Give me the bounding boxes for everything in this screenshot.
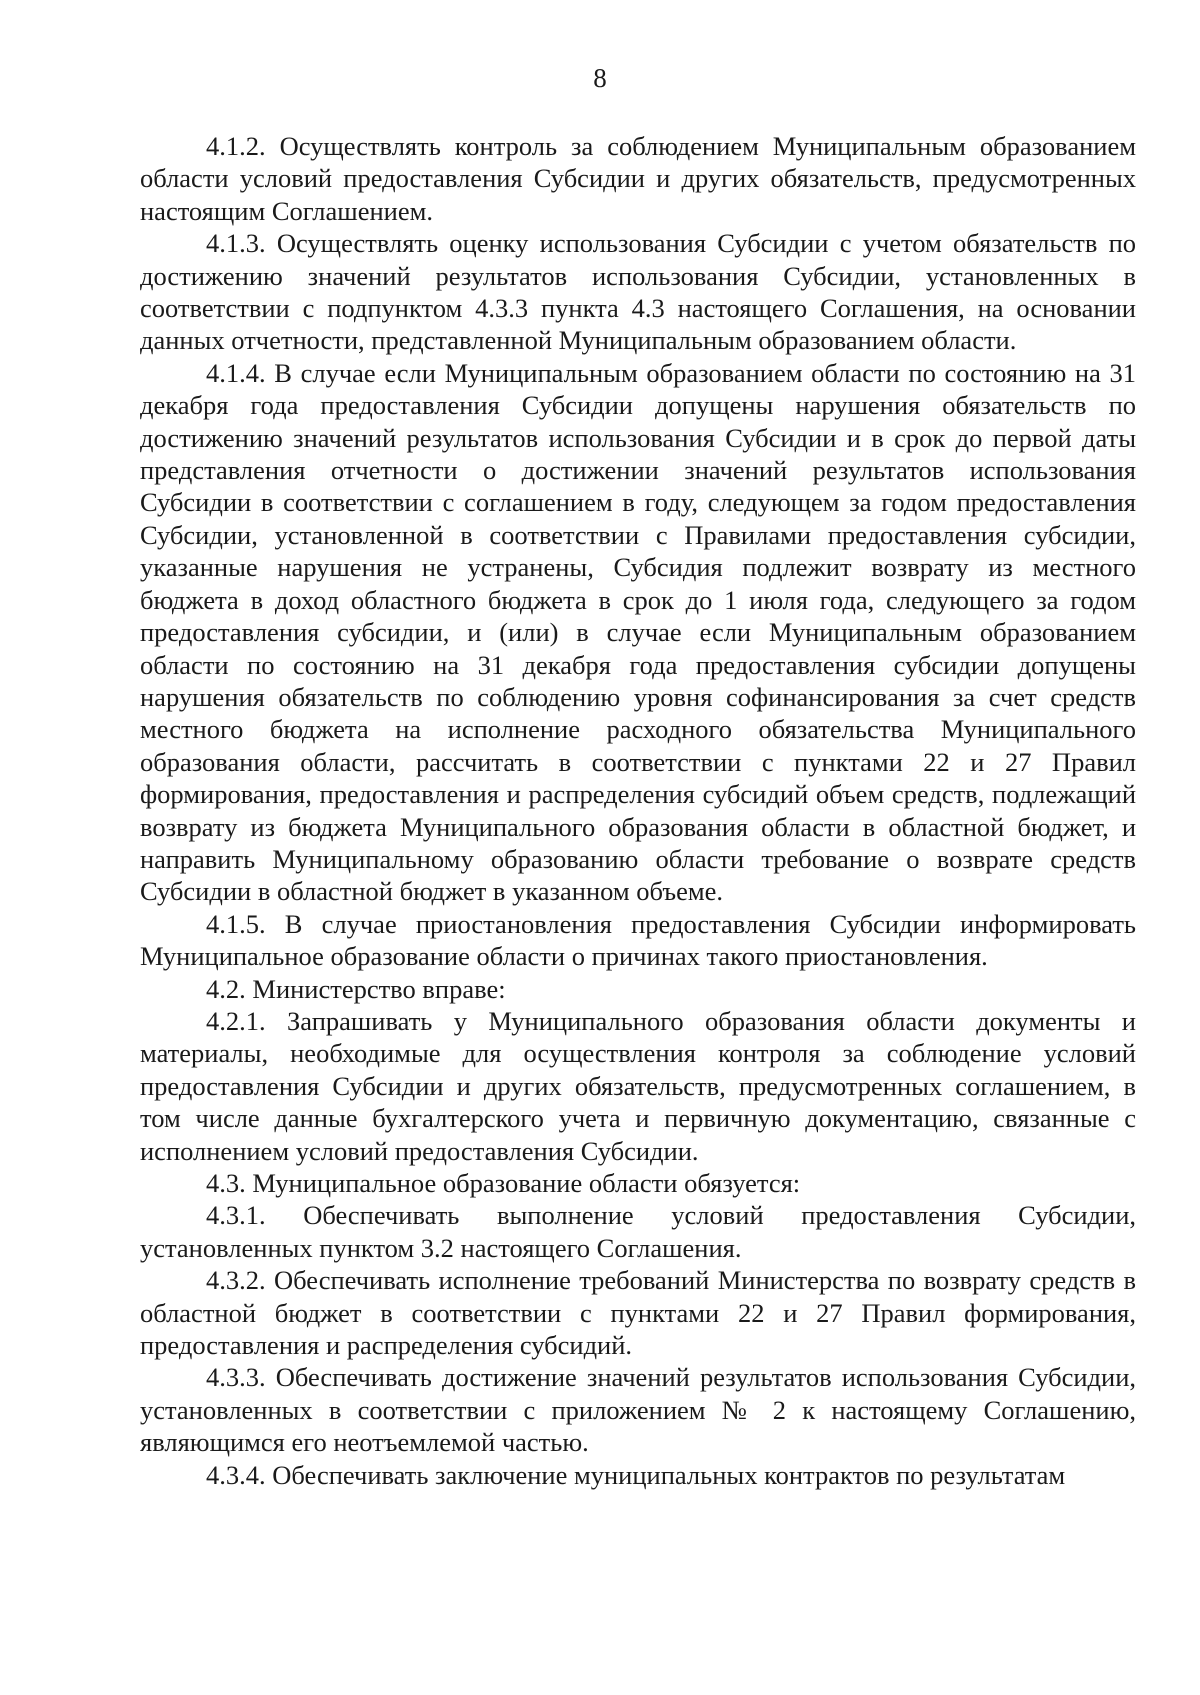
clause-4-3-2: 4.3.2. Обеспечивать исполнение требований Министерства по возврату средств в областной бюджет в соответствии с пунктами 22 и 27 Правил формирования, предоставления и распределения субсидий. [140,1265,1136,1361]
clause-4-1-3: 4.1.3. Осуществлять оценку использования Субсидии с учетом обязательств по достижению значений результатов использования Субсидии, установленных в соответствии с подпунктом 4.3.3 пункта 4.3 настоящего Соглашения, на основании данных отчетности, представленной Муниципальным образованием области. [140,228,1136,356]
document-body [140,130,1136,1491]
clause-4-2: 4.2. Министерство вправе: [206,973,506,1004]
clause-4-1-4: 4.1.4. В случае если Муниципальным образованием области по состоянию на 31 декабря года предоставления Субсидии допущены нарушения обязательств по достижению значений результатов использования Субсидии и в срок до первой даты представления отчетности о достижении значений результатов использования Субсидии в соответствии с соглашением в году, следующем за годом предоставления Субсидии, установленной в соответствии с Правилами предоставления субсидии, указанные нарушения не устранены, Субсидия подлежит возврату из местного бюджета в доход областного бюджета в срок до 1 июля года, следующего за годом предоставления субсидии, и (или) в случае если Муниципальным образованием области по состоянию на 31 декабря года предоставления субсидии допущены нарушения обязательств по соблюдению уровня софинансирования за счет средств местного бюджета на исполнение расходного обязательства Муниципального образования области, рассчитать в соответствии с пунктами 22 и 27 Правил формирования, предоставления и распределения субсидий объем средств, подлежащий возврату из бюджета Муниципального образования области в областной бюджет, и направить Муниципальному образованию области требование о возврате средств Субсидии в областной бюджет в указанном объеме. [140,357,1136,907]
page-number: 8 [593,63,607,93]
clause-4-1-5: 4.1.5. В случае приостановления предоставления Субсидии информировать Муниципальное образование области о причинах такого приостановления. [140,908,1136,972]
clause-4-3-1: 4.3.1. Обеспечивать выполнение условий предоставления Субсидии, установленных пунктом 3.2 настоящего Соглашения. [140,1200,1136,1263]
clause-4-1-2: 4.1.2. Осуществлять контроль за соблюдением Муниципальным образованием области условий предоставления Субсидии и других обязательств, предусмотренных настоящим Соглашением. [140,131,1136,226]
clause-4-3: 4.3. Муниципальное образование области обязуется: [206,1168,801,1198]
clause-4-3-4: 4.3.4. Обеспечивать заключение муниципальных контрактов по результатам [206,1459,1066,1490]
clause-4-2-1: 4.2.1. Запрашивать у Муниципального образования области документы и материалы, необходимые для осуществления контроля за соблюдение условий предоставления Субсидии и других обязательств, предусмотренных соглашением, в том числе данные бухгалтерского учета и первичную документацию, связанные с исполнением условий предоставления Субсидии. [140,1005,1136,1166]
clause-4-3-3: 4.3.3. Обеспечивать достижение значений результатов использования Субсидии, установленных в соответствии с приложением № 2 к настоящему Соглашению, являющимся его неотъемлемой частью. [140,1362,1136,1458]
